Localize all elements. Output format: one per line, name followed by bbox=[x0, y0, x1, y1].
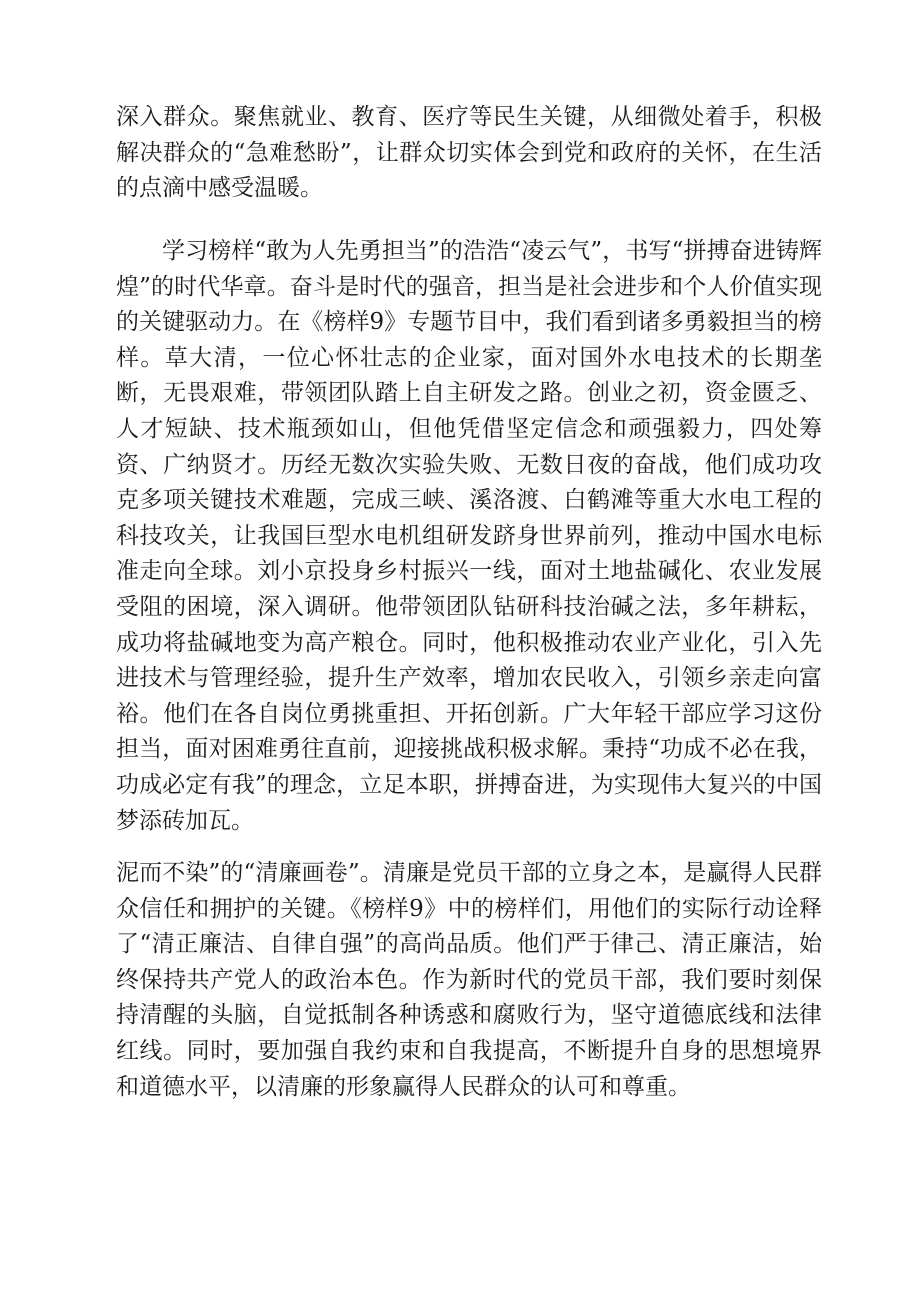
paragraph-text: 深入群众。聚焦就业、教育、医疗等民生关键，从细微处着手，积极解决群众的“急难愁盼”，让群众切实体会到党和政府的关怀，在生活的点滴中感受温暖。 bbox=[116, 104, 822, 202]
paragraph-text: 学习榜样“敢为人先勇担当”的浩浩“凌云气”，书写“拼搏奋进铸辉煌”的时代华章。奋斗是时代的强音，担当是社会进步和个人价值实现的关键驱动力。在《榜样9》专题节目中，我们看到诸多勇毅担当的榜样。草大清，一位心怀壮志的企业家，面对国外水电技术的长期垄断，无畏艰难，带领团队踏上自主研发之路。创业之初，资金匮乏、人才短缺、技术瓶颈如山，但他凭借坚定信念和顽强毅力，四处筹资、广纳贤才。历经无数次实验失败、无数日夜的奋战，他们成功攻克多项关键技术难题，完成三峡、溪洛渡、白鹤滩等重大水电工程的科技攻关，让我国巨型水电机组研发跻身世界前列，推动中国水电标准走向全球。刘小京投身乡村振兴一线，面对土地盐碱化、农业发展受阻的困境，深入调研。他带领团队钻研科技治碱之法，多年耕耘，成功将盐碱地变为高产粮仓。同时，他积极推动农业产业化，引入先进技术与管理经验，提升生产效率，增加农民收入，引领乡亲走向富裕。他们在各自岗位勇挑重担、开拓创新。广大年轻干部应学习这份担当，面对困难勇往直前，迎接挑战积极求解。秉持“功成不必在我，功成必定有我”的理念，立足本职，拼搏奋进，为实现伟大复兴的中国梦添砖加瓦。 bbox=[116, 238, 822, 834]
paragraph-text: 泥而不染”的“清廉画卷”。清廉是党员干部的立身之本，是赢得人民群众信任和拥护的关键。《榜样9》中的榜样们，用他们的实际行动诠释了“清正廉洁、自律自强”的高尚品质。他们严于律己、清正廉洁，始终保持共产党人的政治本色。作为新时代的党员干部，我们要时刻保持清醒的头脑，自觉抵制各种诱惑和腐败行为，坚守道德底线和法律红线。同时，要加强自我约束和自我提高，不断提升自身的思想境界和道德水平，以清廉的形象赢得人民群众的认可和尊重。 bbox=[116, 860, 822, 1100]
paragraph-role-models-responsibility bbox=[116, 234, 822, 839]
paragraph-integrity bbox=[116, 856, 822, 1105]
paragraph-people-livelihood bbox=[116, 100, 822, 207]
